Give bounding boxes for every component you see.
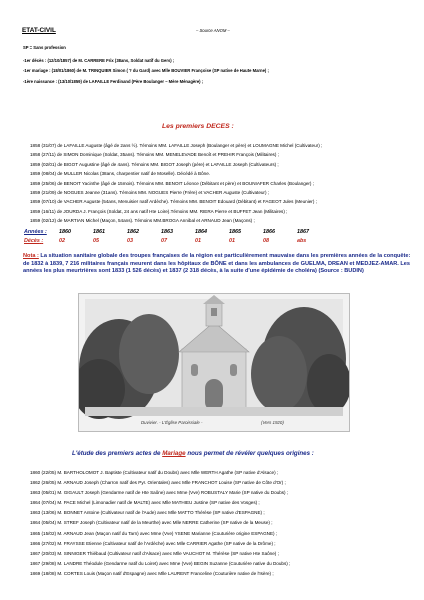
count-cell: 03	[127, 238, 133, 244]
deaths-heading: Les premiers DECES :	[162, 123, 234, 130]
church-illustration	[79, 294, 349, 431]
count-cell: 07	[161, 238, 167, 244]
counts-row	[24, 237, 331, 246]
death-row: 1858 (27/11) de SIMON Dominique (Soldat, 35ans). Témoins MM. MENELEVADE Benoît et PREHIR François (Militaires) ;	[30, 152, 279, 158]
deaths-label-sep: :	[41, 238, 44, 244]
marriage-row: 1867 (29/08) M. LANDRE Théodule (Gendarme natif du Loiret) avec Mme (Vve) BEGIN Suzanne (Couturière native du Doubs) ;	[30, 560, 291, 566]
nota-paragraph	[23, 253, 413, 276]
death-row: 1859 (02/01) de BIGOT Augustine (âgé de 4ans). Témoins MM. BIGOT Joseph (père) et LAFAILLE Joseph (Cultivateurs) ;	[30, 161, 279, 167]
first-marriage-line: -1er mariage : (18/01/1860) de M. TRINQUIER Simon ( ? du Gard) avec Mlle BOUVIER Françoise (SP native de Haute Marne) ;	[23, 68, 269, 73]
years-row	[24, 228, 331, 237]
count-cell: 01	[229, 238, 235, 244]
year-cell: 1860	[59, 229, 71, 235]
year-cell: 1867	[297, 229, 309, 235]
marriage-row: 1867 (20/03) M. SINNIGER Thiébaud (Cultivateur natif d'Alsace) avec Mlle VAUCHOT M. Thérèse (SP native Hte Saône) ;	[30, 550, 279, 556]
count-cell: 02	[59, 238, 65, 244]
yearly-deaths-table	[24, 228, 331, 246]
year-cell: 1863	[161, 229, 173, 235]
photo-date: (Vers 1920)	[261, 420, 284, 425]
photo-caption: Duvivier. - L'Église Paroissiale -	[141, 420, 203, 425]
deaths-label	[24, 237, 59, 246]
first-birth-line: -1ère naissance : (13/10/1859) de LAFAILLE Ferdinand (Père Boulanger – Mère Ménagère) ;	[23, 79, 204, 84]
deaths-label-text: Décès	[24, 238, 40, 244]
marriages-intro-post: nous permet de révéler quelques origines :	[185, 450, 314, 457]
first-death-line: -1er décès : (12/10/1857) de M. CARRERE Frix (38ans, Soldat natif du Gers) ;	[23, 58, 175, 63]
marriage-row: 1862 (26/05) M. ARNAUD Joseph (Charron natif des Pyr. Orientales) avec Mlle FRANCHOT Louise (SP native de Côte d'Or) ;	[30, 480, 286, 486]
marriages-intro-pre: L'étude des premiers actes de	[72, 450, 163, 457]
section-title: ETAT-CIVIL	[22, 27, 56, 34]
marriage-row: 1860 (22/05) M. BARTHOLOMOT J. Baptiste (Cultivateur natif du Doubs) avec Mlle WERTH Agathe (SP native d'Alsace) ;	[30, 470, 279, 475]
death-row: 1858 (31/07) de LAFAILLE Auguste (âgé de 2ans ½). Témoins MM. LAFAILLE Joseph (Boulanger et père) et LOUMAGNE Michel (Cultivateur) ;	[30, 143, 323, 148]
marriages-intro	[72, 451, 314, 457]
nota-text: La situation sanitaire globale des troupes françaises de la région est particulièrement mauvaise dans les premières années de la conquête: de 1832 à 1839, 7 216 militaires français meurent dans les hôpitaux de BÔNE et dans les ambulances de GUELMA, DREAN et MEDJEZ-AMAR. Les années les plus meurtrières sont 1833 (1 526 décès) et 1837 (2 318 décès, à la suite d'une épidémie de choléra) (Source : BUDIN)	[23, 253, 411, 275]
year-cell: 1866	[263, 229, 275, 235]
death-row: 1859 (08/04) de MULLER Nicolas (38ans, charpentier natif de Moselle). Décédé à Bône.	[30, 171, 211, 177]
marriage-row: 1863 (05/01) M. GIGAULT Joseph (Gendarme natif de Hte Saône) avec Mme (Vve) ROBUSTALY Marie (SP native du Doubs) ;	[30, 490, 289, 496]
year-cell: 1862	[127, 229, 139, 235]
years-label: Années :	[24, 229, 47, 235]
death-row: 1859 (16/11) de JOURDA J. François (Soldat, 24 ans natif Hte Loire).Témoins MM. RIERA Pierre et BUFFET Jean (Militaires) ;	[30, 208, 288, 214]
marriage-row: 1863 (13/06) M. BONNET Antoine (Cultivateur natif de l'Aude) avec Mlle MATTO Thérèse (SP native d'ESPAGNE) ;	[30, 510, 265, 516]
marriage-row: 1869 (18/08) M. CORTES Louis (Maçon natif d'Espagne) avec Mlle LAURENT Franceline (Couturière native de l'Isère) ;	[30, 570, 274, 576]
year-cell: 1861	[93, 229, 105, 235]
marriages-intro-keyword: Mariage	[162, 450, 186, 457]
death-row: 1859 (07/10) de VACHER Auguste (54ans, Menuisier natif Ardèche). Témoins MM. BENOIT Edouard (Débitant) et FAGEOT Jules (Meunier) ;	[30, 199, 317, 205]
marriage-row: 1866 (27/02) M. FRAYSSE Etienne (Cultivateur natif de l'Ardèche) avec Mlle CARRIER Agathe (SP native de la Drôme) ;	[30, 540, 276, 546]
year-cell: 1865	[229, 229, 241, 235]
marriage-row: 1865 (15/02) M. ARNAUD Jean (Maçon natif du Tarn) avec Mme (Vve) YSENE Marianne (Couturière origine ESPAGNE) ;	[30, 530, 278, 536]
count-cell: 05	[93, 238, 99, 244]
count-cell: abs	[297, 238, 307, 244]
death-row: 1859 (25/06) de BENOIT Yacinthe (âgé de 15mois). Témoins MM. BENOIT Léonce (Débitant et père) et BOUNIAFER Charles (Boulanger) ;	[30, 180, 315, 186]
count-cell: 08	[263, 238, 269, 244]
abbreviation-note: SP = Sans profession	[23, 45, 66, 50]
year-cell: 1864	[195, 229, 207, 235]
marriages-list	[30, 468, 410, 579]
death-row: 1859 (21/09) de NOGUES Jeanne (31ans). Témoins MM. NOGUES Pierre (Frère) et VACHER Auguste (Cultivateur) ;	[30, 189, 270, 195]
marriage-row: 1864 (07/04) M. PACE Michel (Limonadier natif de MALTE) avec Mlle MATHIEU Justine (SP native des Vosges) ;	[30, 500, 260, 506]
count-cell: 01	[195, 238, 201, 244]
death-row: 1859 (02/12) de MARTIAN Michel (Maçon, 54ans). Témoins MM.BROGA Annibal et ARNAUD Jean (Maçons) ;	[30, 218, 255, 224]
marriage-row: 1864 (05/04) M. STREF Joseph (Cultivateur natif de la Meurthe) avec Mlle NERRE Catherine (SP native de la Meuse) ;	[30, 520, 273, 526]
deaths-list	[30, 141, 410, 226]
church-postcard-photo	[78, 293, 350, 432]
nota-label: Nota :	[23, 253, 39, 259]
source-note: – Source ANOM –	[196, 28, 230, 33]
